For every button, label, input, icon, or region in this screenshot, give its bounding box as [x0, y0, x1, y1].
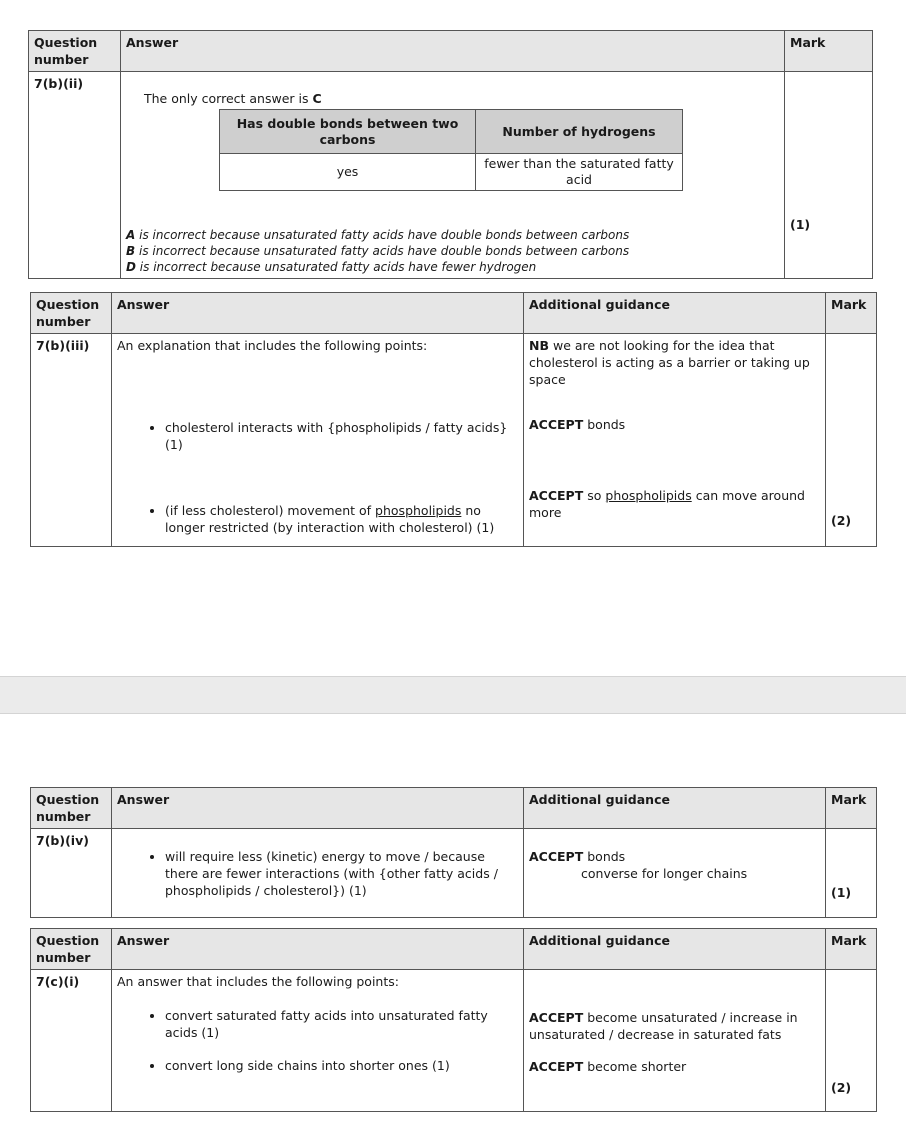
- mark-cell: [826, 829, 877, 918]
- mark-cell: [826, 334, 877, 547]
- reason-d: D is incorrect because unsaturated fatty acids have fewer hydrogen: [126, 260, 537, 274]
- correct-letter: C: [312, 91, 322, 106]
- answer-cell: [112, 829, 524, 918]
- mark-cell: [826, 970, 877, 1112]
- guidance-converse: converse for longer chains: [581, 866, 748, 881]
- option-header-double-bonds: Has double bonds between two carbons: [220, 110, 476, 154]
- header-question-number: Question number: [31, 788, 112, 829]
- answer-cell: [121, 72, 785, 279]
- answer-point: • will require less (kinetic) energy to move / because there are fewer interactions (with {other fatty acids / phospholipids / cholesterol}) (1): [165, 848, 518, 899]
- answer-point: • convert saturated fatty acids into unsaturated fatty acids (1): [165, 1007, 518, 1041]
- guidance-cell: [524, 829, 826, 918]
- answer-intro: An explanation that includes the following points:: [117, 338, 428, 353]
- header-mark: Mark: [785, 31, 873, 72]
- mark-value: (2): [831, 1080, 852, 1095]
- mark-value: (1): [790, 217, 811, 232]
- header-mark: Mark: [826, 788, 877, 829]
- mark-cell: [785, 72, 873, 279]
- guidance-accept: ACCEPT become shorter: [529, 1059, 687, 1074]
- question-number: 7(b)(iii): [31, 334, 112, 547]
- header-question-number: Question number: [29, 31, 121, 72]
- guidance-accept: ACCEPT bonds: [529, 849, 626, 864]
- header-additional-guidance: Additional guidance: [524, 929, 826, 970]
- option-value-double-bonds: yes: [220, 154, 476, 191]
- answer-intro: An answer that includes the following points:: [117, 974, 399, 989]
- header-answer: Answer: [112, 293, 524, 334]
- answer-point: • (if less cholesterol) movement of phospholipids no longer restricted (by interaction with cholesterol) (1): [165, 502, 518, 536]
- answer-cell: [112, 970, 524, 1112]
- question-number: 7(b)(iv): [31, 829, 112, 918]
- answer-points: [117, 1007, 518, 1074]
- header-additional-guidance: Additional guidance: [524, 293, 826, 334]
- reason-b: B is incorrect because unsaturated fatty acids have double bonds between carbons: [126, 244, 630, 258]
- markscheme-table-7ci: [30, 928, 877, 1112]
- guidance-accept: ACCEPT so phospholipids can move around more: [529, 488, 805, 520]
- mark-value: (1): [831, 885, 852, 900]
- answer-points: [117, 419, 518, 536]
- header-answer: Answer: [112, 788, 524, 829]
- reason-a: A is incorrect because unsaturated fatty acids have double bonds between carbons: [126, 228, 630, 242]
- page-break: [0, 676, 906, 714]
- guidance-accept: ACCEPT bonds: [529, 417, 626, 432]
- guidance-nb: NB we are not looking for the idea that cholesterol is acting as a barrier or taking up space: [529, 338, 810, 387]
- answer-cell: [112, 334, 524, 547]
- option-header-hydrogens: Number of hydrogens: [476, 110, 683, 154]
- answer-point: • cholesterol interacts with {phospholipids / fatty acids} (1): [165, 419, 518, 453]
- header-question-number: Question number: [31, 929, 112, 970]
- answer-option-table: [219, 109, 683, 191]
- answer-point: • convert long side chains into shorter ones (1): [165, 1057, 518, 1074]
- answer-intro: The only correct answer is C: [144, 91, 322, 106]
- header-answer: Answer: [121, 31, 785, 72]
- incorrect-reasons: [126, 227, 779, 275]
- header-question-number: Question number: [31, 293, 112, 334]
- option-value-hydrogens: fewer than the saturated fatty acid: [476, 154, 683, 191]
- answer-points: [117, 848, 518, 899]
- guidance-cell: [524, 334, 826, 547]
- guidance-accept: ACCEPT become unsaturated / increase in unsaturated / decrease in saturated fats: [529, 1010, 798, 1042]
- mark-value: (2): [831, 513, 852, 528]
- question-number: 7(c)(i): [31, 970, 112, 1112]
- markscheme-table-7bii: [28, 30, 873, 279]
- markscheme-table-7biv: [30, 787, 877, 918]
- guidance-cell: [524, 970, 826, 1112]
- header-mark: Mark: [826, 929, 877, 970]
- question-number: 7(b)(ii): [29, 72, 121, 279]
- header-answer: Answer: [112, 929, 524, 970]
- markscheme-table-7biii: [30, 292, 877, 547]
- header-additional-guidance: Additional guidance: [524, 788, 826, 829]
- header-mark: Mark: [826, 293, 877, 334]
